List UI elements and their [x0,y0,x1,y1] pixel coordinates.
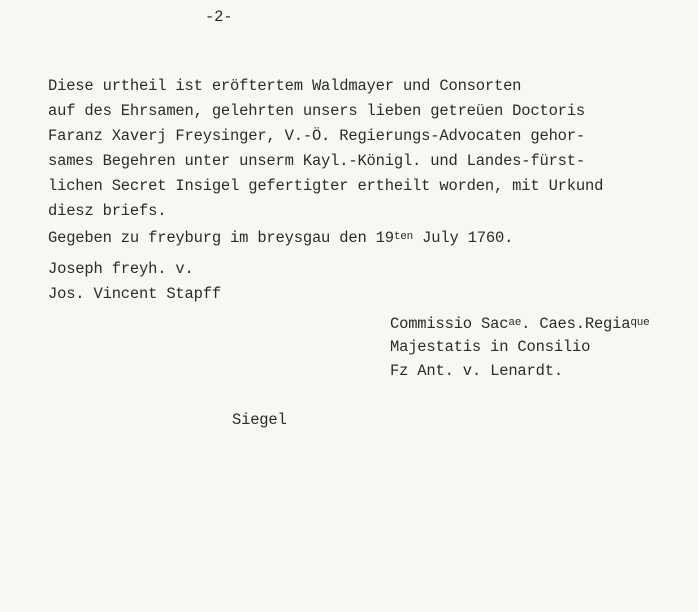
dateline-superscript: ten [393,231,414,243]
dateline [48,231,513,247]
dateline-text-end: July 1760. [413,229,514,247]
page-number: -2- [205,8,233,26]
signatory-right-line-1 [390,317,650,333]
signatory-left-line-2: Jos. Vincent Stapff [48,285,221,303]
signatory-right-text-a: Commissio Sac [390,315,509,333]
signatory-right-line-2: Majestatis in Consilio [390,338,591,356]
signatory-right-text-b: . Caes.Regia [521,315,631,333]
body-line-3: Faranz Xaverj Freysinger, V.-Ö. Regierungs-Advocaten gehor- [48,127,585,145]
seal-label: Siegel [232,411,287,429]
signatory-left-line-1: Joseph freyh. v. [48,260,194,278]
signatory-right-line-3: Fz Ant. v. Lenardt. [390,362,563,380]
body-line-2: auf des Ehrsamen, gelehrten unsers lieben getreüen Doctoris [48,102,585,120]
dateline-text: Gegeben zu freyburg im breysgau den 19 [48,229,394,247]
body-line-1: Diese urtheil ist eröftertem Waldmayer und Consorten [48,77,522,95]
body-line-5: lichen Secret Insigel gefertigter ertheilt worden, mit Urkund [48,177,604,195]
body-line-4: sames Begehren unter unserm Kayl.-Königl. und Landes-fürst- [48,152,585,170]
signatory-right-sup-a: ae [508,317,522,329]
body-line-6: diesz briefs. [48,202,167,220]
signatory-right-sup-b: que [630,317,650,329]
